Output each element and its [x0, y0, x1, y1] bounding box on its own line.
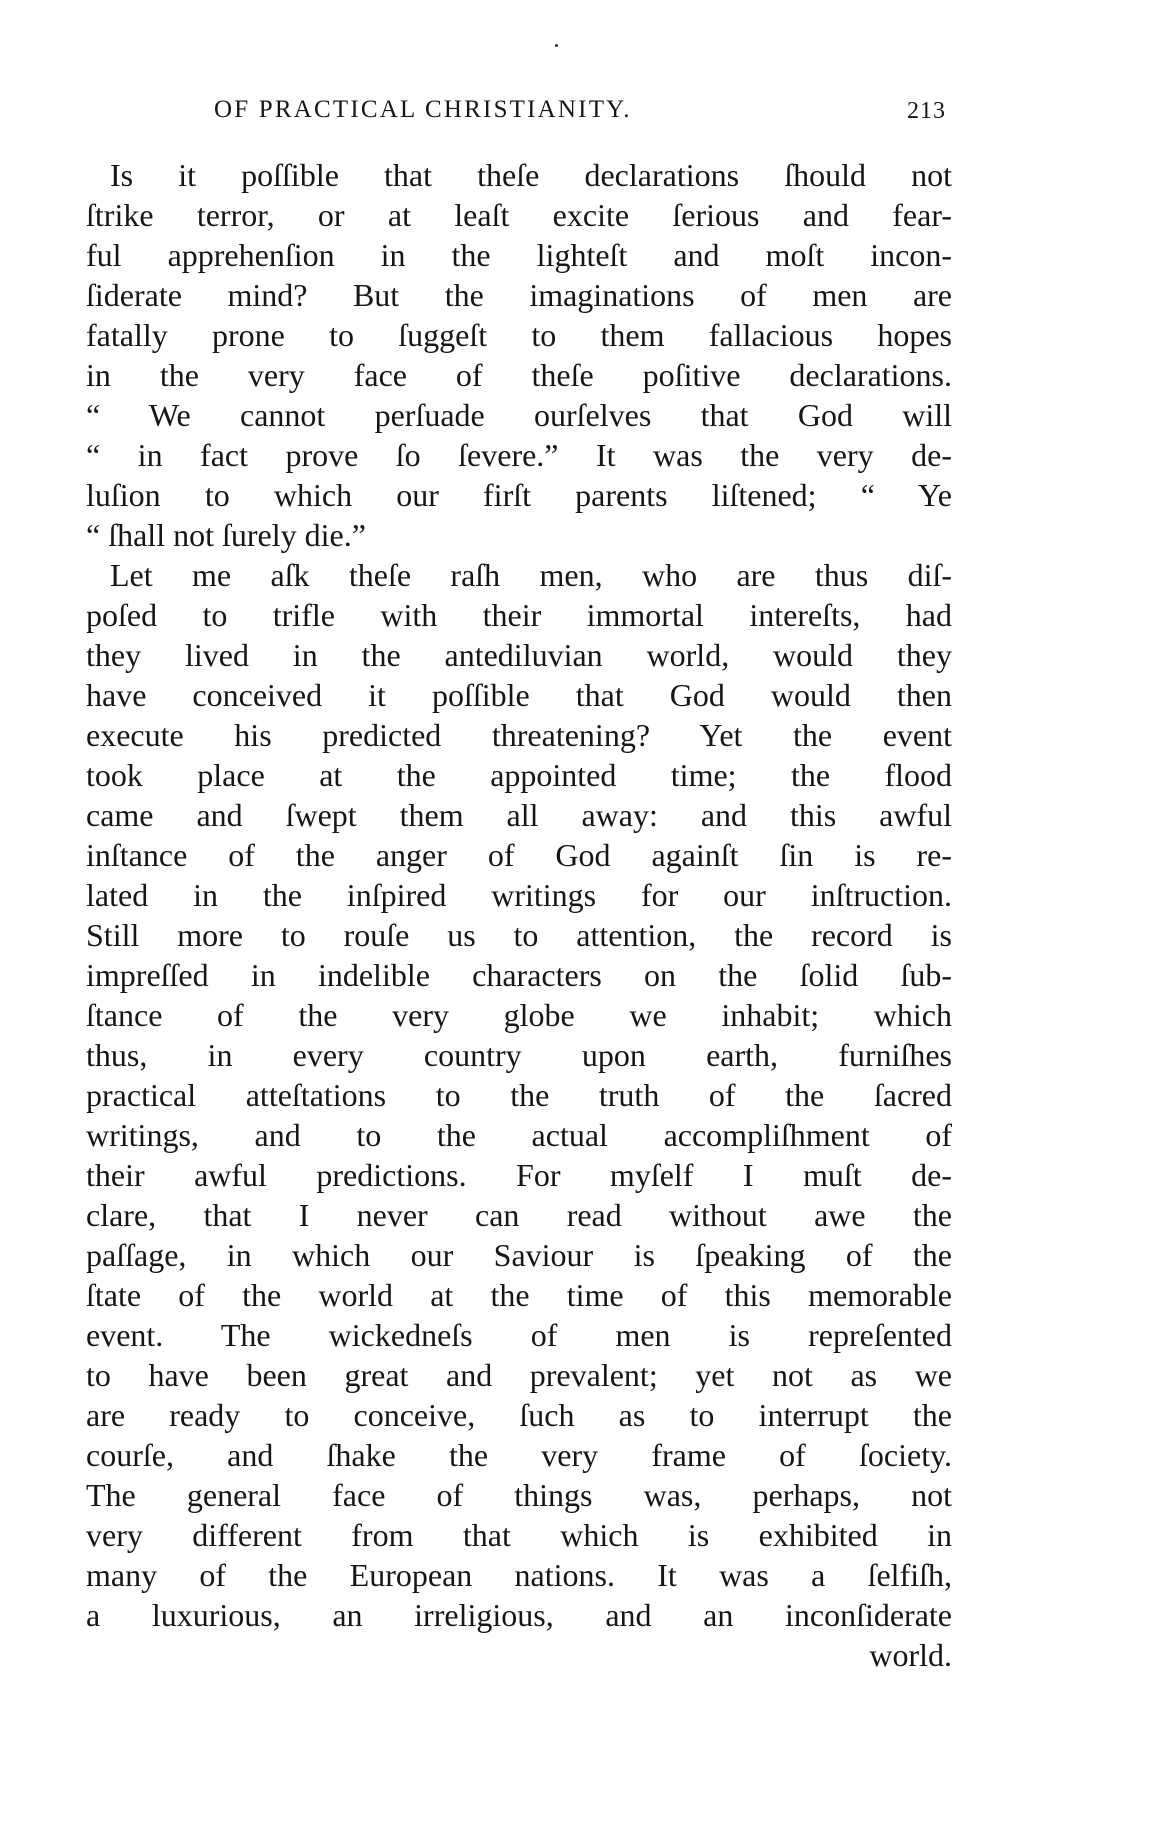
text-line: took place at the appointed time; the flood — [86, 757, 952, 793]
text-line: are ready to conceive, ſuch as to interrupt the — [86, 1397, 952, 1433]
text-line: impreſſed in indelible characters on the ſolid ſub- — [86, 957, 952, 993]
text-line: they lived in the antediluvian world, would they — [86, 637, 952, 673]
text-line: very different from that which is exhibited in — [86, 1517, 952, 1553]
text-line: ſtrike terror, or at leaſt excite ſerious and fear- — [86, 197, 952, 233]
text-line: practical atteſtations to the truth of the ſacred — [86, 1077, 952, 1113]
text-line: in the very face of theſe poſitive declarations. — [86, 357, 952, 393]
text-line: “ We cannot perſuade ourſelves that God will — [86, 397, 952, 433]
text-line: ſtance of the very globe we inhabit; which — [86, 997, 952, 1033]
paragraph — [86, 155, 952, 555]
text-line: ſiderate mind? But the imaginations of men are — [86, 277, 952, 313]
text-line: have conceived it poſſible that God would then — [86, 677, 952, 713]
text-line: clare, that I never can read without awe the — [86, 1197, 952, 1233]
text-line: world. — [869, 1637, 952, 1673]
text-line: a luxurious, an irreligious, and an inconſiderate — [86, 1597, 952, 1633]
text-line: The general face of things was, perhaps, not — [86, 1477, 952, 1513]
text-line: paſſage, in which our Saviour is ſpeaking of the — [86, 1237, 952, 1273]
text-line: execute his predicted threatening? Yet the event — [86, 717, 952, 753]
text-line: poſed to trifle with their immortal intereſts, had — [86, 597, 952, 633]
text-line: luſion to which our firſt parents liſtened; “ Ye — [86, 477, 952, 513]
text-line: lated in the inſpired writings for our inſtruction. — [86, 877, 952, 913]
text-line: “ ſhall not ſurely die.” — [86, 517, 366, 553]
text-line: ſtate of the world at the time of this memorable — [86, 1277, 952, 1313]
text-line: thus, in every country upon earth, furniſhes — [86, 1037, 952, 1073]
text-line: to have been great and prevalent; yet not as we — [86, 1357, 952, 1393]
paragraph — [86, 555, 952, 1675]
text-line: inſtance of the anger of God againſt ſin is re- — [86, 837, 952, 873]
printing-speck — [555, 44, 558, 47]
text-line: writings, and to the actual accompliſhment of — [86, 1117, 952, 1153]
text-line: their awful predictions. For myſelf I muſt de- — [86, 1157, 952, 1193]
page-number: 213 — [907, 98, 946, 124]
running-head-title: OF PRACTICAL CHRISTIANITY. — [214, 96, 632, 123]
text-line: many of the European nations. It was a ſelfiſh, — [86, 1557, 952, 1593]
text-line: came and ſwept them all away: and this awful — [86, 797, 952, 833]
text-line: Let me aſk theſe raſh men, who are thus diſ- — [110, 557, 952, 593]
text-line: “ in fact prove ſo ſevere.” It was the very de- — [86, 437, 952, 473]
body-text — [86, 155, 952, 1675]
text-line: fatally prone to ſuggeſt to them fallacious hopes — [86, 317, 952, 353]
running-head — [86, 96, 954, 136]
text-line: event. The wickedneſs of men is repreſented — [86, 1317, 952, 1353]
text-line: Still more to rouſe us to attention, the record is — [86, 917, 952, 953]
text-line: Is it poſſible that theſe declarations ſhould not — [110, 157, 952, 193]
text-line: ful apprehenſion in the lighteſt and moſt incon- — [86, 237, 952, 273]
text-line: courſe, and ſhake the very frame of ſociety. — [86, 1437, 952, 1473]
